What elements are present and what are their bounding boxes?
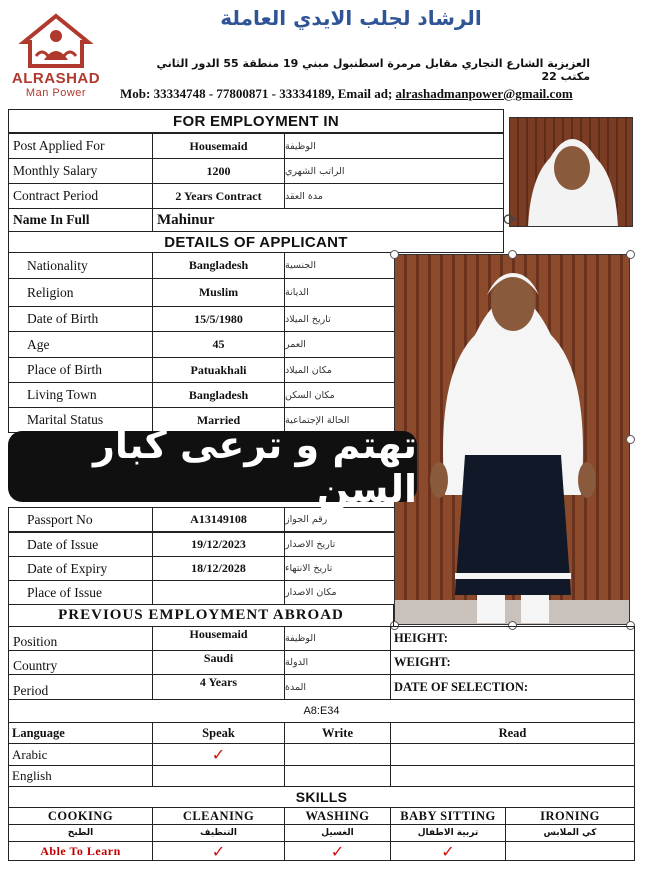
skill-cooking-arabic: الطبخ	[8, 824, 153, 842]
cooking-status: Able To Learn	[8, 841, 153, 861]
age-label: Age	[8, 331, 153, 358]
applicant-photo-small	[509, 117, 633, 227]
skill-cleaning-arabic: التنظيف	[152, 824, 285, 842]
english-speak	[152, 765, 285, 787]
employment-heading: FOR EMPLOYMENT IN	[8, 109, 504, 133]
email-link[interactable]: alrashadmanpower@gmail.com	[395, 86, 573, 101]
post-label: Post Applied For	[8, 133, 153, 159]
nationality-label: Nationality	[8, 252, 153, 279]
living-town-arabic: مكان السكن	[284, 382, 398, 408]
dob-label: Date of Birth	[8, 306, 153, 332]
logo-icon	[8, 12, 104, 70]
expiry-date-value: 18/12/2028	[152, 556, 285, 581]
applicant-heading: DETAILS OF APPLICANT	[8, 231, 504, 253]
birthplace-value: Patuakhali	[152, 357, 285, 383]
age-arabic: العمر	[284, 331, 398, 358]
name-label: Name In Full	[8, 208, 153, 232]
skill-washing-arabic: الغسيل	[284, 824, 391, 842]
logo-subtitle: Man Power	[25, 87, 87, 99]
range-reference: A8:E34	[8, 699, 635, 723]
expiry-date-label: Date of Expiry	[8, 556, 153, 581]
read-header: Read	[390, 722, 635, 744]
company-arabic-name: الرشاد لجلب الايدي العاملة	[220, 6, 482, 30]
applicant-photo-full[interactable]	[394, 254, 630, 625]
baby-sitting-check-icon: ✓	[390, 841, 506, 861]
arabic-language: Arabic	[8, 743, 153, 766]
resize-handle-tc[interactable]	[508, 250, 517, 259]
logo-name: ALRASHAD	[11, 70, 101, 87]
person-full-photo-icon	[395, 255, 630, 625]
prev-country-label: Country	[8, 650, 153, 675]
resize-handle-tl[interactable]	[390, 250, 399, 259]
cleaning-check-icon: ✓	[152, 841, 285, 861]
arabic-write	[284, 743, 391, 766]
selection-date-label: DATE OF SELECTION:	[390, 674, 635, 700]
nationality-arabic: الجنسية	[284, 252, 398, 279]
prev-position-label: Position	[8, 626, 153, 651]
ironing-status	[505, 841, 635, 861]
age-value: 45	[152, 331, 285, 358]
birthplace-arabic: مكان الميلاد	[284, 357, 398, 383]
company-logo	[8, 12, 104, 98]
skill-ironing: IRONING	[505, 807, 635, 825]
living-town-value: Bangladesh	[152, 382, 285, 408]
english-read	[390, 765, 635, 787]
religion-value: Muslim	[152, 278, 285, 307]
issue-date-label: Date of Issue	[8, 532, 153, 557]
resize-handle-mr[interactable]	[626, 435, 635, 444]
salary-arabic: الراتب الشهري	[284, 158, 504, 184]
name-value: Mahinur	[152, 208, 504, 232]
rotate-handle-icon[interactable]: ⟳	[503, 210, 517, 229]
issue-place-arabic: مكان الاصدار	[284, 580, 398, 605]
marital-status-label: Marital Status	[8, 407, 153, 433]
arabic-read	[390, 743, 635, 766]
passport-no-value: A13149108	[152, 507, 285, 532]
nationality-value: Bangladesh	[152, 252, 285, 279]
prev-country-value: Saudi	[152, 650, 285, 675]
prev-position-arabic: الوظيفة	[284, 626, 391, 651]
passport-no-label: Passport No	[8, 507, 153, 532]
dob-value: 15/5/1980	[152, 306, 285, 332]
marital-status-arabic: الحالة الإجتماعية	[284, 407, 398, 433]
skill-baby-sitting: BABY SITTING	[390, 807, 506, 825]
prev-country-arabic: الدولة	[284, 650, 391, 675]
prev-period-value: 4 Years	[152, 674, 285, 700]
english-write	[284, 765, 391, 787]
issue-date-value: 19/12/2023	[152, 532, 285, 557]
skill-baby-sitting-arabic: تربية الاطفال	[390, 824, 506, 842]
religion-arabic: الديانة	[284, 278, 398, 307]
skill-cleaning: CLEANING	[152, 807, 285, 825]
salary-value: 1200	[152, 158, 285, 184]
skill-washing: WASHING	[284, 807, 391, 825]
issue-place-label: Place of Issue	[8, 580, 153, 605]
height-label: HEIGHT:	[390, 626, 635, 651]
skill-ironing-arabic: كي الملابس	[505, 824, 635, 842]
expiry-date-arabic: تاريخ الانتهاء	[284, 556, 398, 581]
issue-date-arabic: تاريخ الاصدار	[284, 532, 398, 557]
prev-period-label: Period	[8, 674, 153, 700]
overlay-banner: تهتم و ترعى كبار السن	[8, 431, 417, 502]
passport-no-arabic: رقم الجواز	[284, 507, 398, 532]
speak-header: Speak	[152, 722, 285, 744]
contract-arabic: مدة العقد	[284, 183, 504, 209]
living-town-label: Living Town	[8, 382, 153, 408]
prev-position-value: Housemaid	[152, 626, 285, 651]
english-language: English	[8, 765, 153, 787]
washing-check-icon: ✓	[284, 841, 391, 861]
skill-cooking: COOKING	[8, 807, 153, 825]
issue-place-value	[152, 580, 285, 605]
prev-period-arabic: المدة	[284, 674, 391, 700]
contact-line	[120, 86, 640, 102]
phone-numbers: Mob: 33334748 - 77800871 - 33334189, Email ad;	[120, 86, 393, 101]
language-header: Language	[8, 722, 153, 744]
resize-handle-tr[interactable]	[626, 250, 635, 259]
dob-arabic: تاريخ الميلاد	[284, 306, 398, 332]
contract-label: Contract Period	[8, 183, 153, 209]
company-address: العزيزية الشارع التجاري مقابل مرمرة اسطنبول مبني 19 منطقة 55 الدور الثاني مكتب 22	[156, 57, 590, 83]
arabic-speak-check-icon: ✓	[152, 743, 285, 766]
birthplace-label: Place of Birth	[8, 357, 153, 383]
religion-label: Religion	[8, 278, 153, 307]
previous-heading: PREVIOUS EMPLOYMENT ABROAD	[8, 604, 394, 627]
skills-heading: SKILLS	[8, 786, 635, 808]
post-value: Housemaid	[152, 133, 285, 159]
post-arabic: الوظيفة	[284, 133, 504, 159]
write-header: Write	[284, 722, 391, 744]
marital-status-value: Married	[152, 407, 285, 433]
person-photo-icon	[510, 118, 633, 227]
contract-value: 2 Years Contract	[152, 183, 285, 209]
weight-label: WEIGHT:	[390, 650, 635, 675]
salary-label: Monthly Salary	[8, 158, 153, 184]
